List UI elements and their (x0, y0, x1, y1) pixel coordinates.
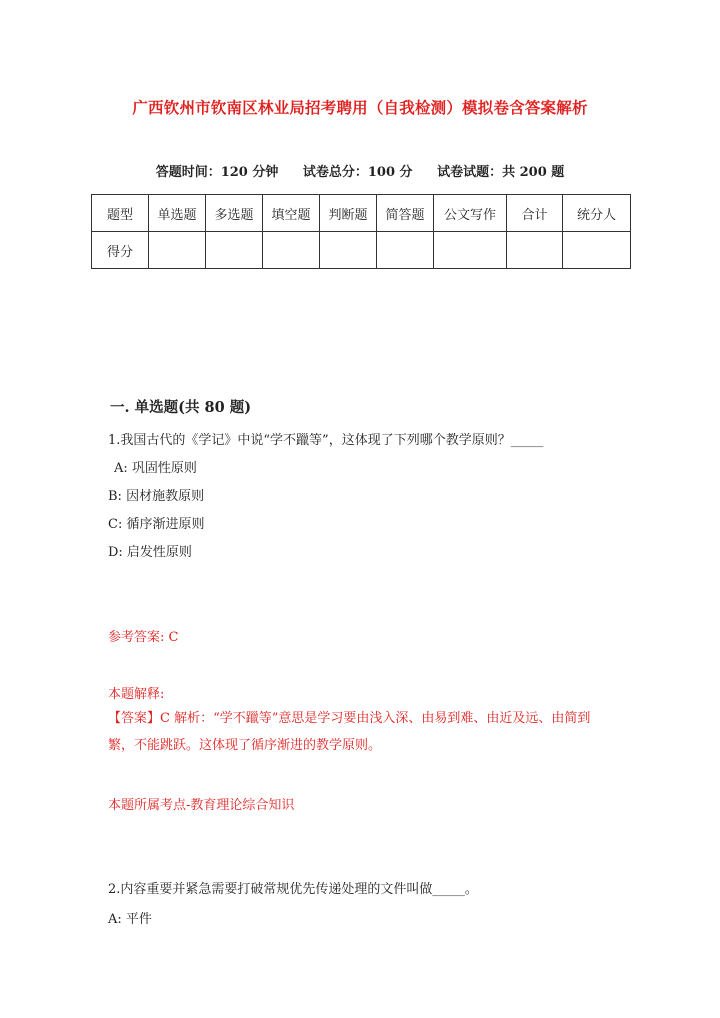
answer-label: 参考答案: C (108, 630, 179, 645)
score-table-header-cell: 单选题 (149, 195, 206, 232)
question-option: A: 平件 (108, 912, 152, 927)
score-table-header-cell: 题型 (92, 195, 149, 232)
section-heading: 一. 单选题(共 80 题) (110, 399, 252, 416)
question-option: D: 启发性原则 (108, 545, 192, 560)
explanation-title: 本题解释: (108, 687, 165, 702)
score-table-header-cell: 统分人 (563, 195, 631, 232)
knowledge-point: 本题所属考点-教育理论综合知识 (108, 798, 295, 813)
score-table-header-cell: 填空题 (263, 195, 320, 232)
explanation-text: 【答案】C 解析：“学不躐等”意思是学习要由浅入深、由易到难、由近及远、由简到繁，不能跳跃。这体现了循序渐进的教学原则。 (108, 711, 591, 753)
score-cell (377, 232, 434, 269)
question-stem: 1.我国古代的《学记》中说“学不躐等”，这体现了下列哪个教学原则？_____ (108, 433, 544, 448)
score-table-header-row (92, 195, 631, 232)
question-option: B: 因材施教原则 (108, 489, 205, 504)
question-option: C: 循序渐进原则 (108, 517, 205, 532)
question-option: A: 巩固性原则 (114, 461, 197, 476)
exam-total-score: 试卷总分：100 分 (302, 165, 413, 180)
score-cell (206, 232, 263, 269)
score-cell (563, 232, 631, 269)
document-title: 广西钦州市钦南区林业局招考聘用（自我检测）模拟卷含答案解析 (132, 98, 588, 117)
score-cell (507, 232, 563, 269)
score-table-score-row (92, 232, 631, 269)
score-cell (320, 232, 377, 269)
exam-question-count: 试卷试题：共 200 题 (437, 165, 565, 180)
score-table-header-cell: 多选题 (206, 195, 263, 232)
score-cell (149, 232, 206, 269)
score-cell (263, 232, 320, 269)
score-table-header-cell: 判断题 (320, 195, 377, 232)
score-table-header-cell: 合计 (507, 195, 563, 232)
score-table-header-cell: 公文写作 (434, 195, 507, 232)
exam-meta (0, 161, 720, 180)
score-table (91, 194, 631, 269)
score-cell (434, 232, 507, 269)
question-stem: 2.内容重要并紧急需要打破常规优先传递处理的文件叫做_____。 (108, 882, 478, 897)
score-row-label: 得分 (92, 232, 149, 269)
score-table-header-cell: 简答题 (377, 195, 434, 232)
exam-time: 答题时间：120 分钟 (155, 165, 279, 180)
